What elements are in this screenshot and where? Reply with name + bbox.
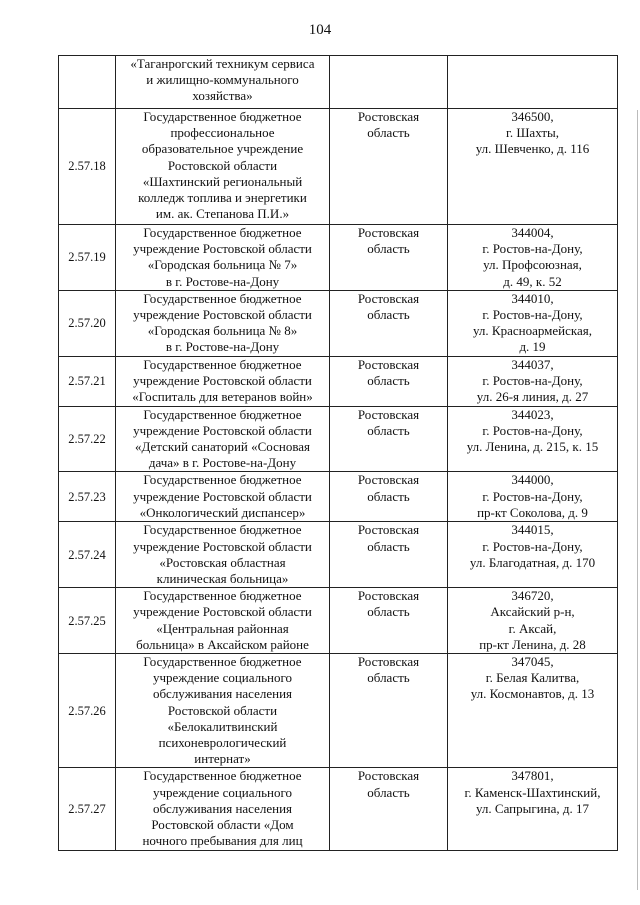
row-number: 2.57.19	[59, 225, 116, 291]
table-row	[59, 290, 618, 356]
row-number: 2.57.26	[59, 654, 116, 768]
address: 347801, г. Каменск-Шахтинский, ул. Сапрыгина, д. 17	[448, 768, 618, 850]
table-row	[59, 588, 618, 654]
address: 346500, г. Шахты, ул. Шевченко, д. 116	[448, 109, 618, 225]
institution-name: Государственное бюджетное учреждение Ростовской области «Онкологический диспансер»	[116, 472, 330, 522]
region: Ростовская область	[330, 109, 448, 225]
institution-name: Государственное бюджетное учреждение социального обслуживания населения Ростовской области «Дом ночного пребывания для лиц	[116, 768, 330, 850]
table-row	[59, 406, 618, 472]
region: Ростовская область	[330, 472, 448, 522]
table-row	[59, 109, 618, 225]
row-number: 2.57.22	[59, 406, 116, 472]
institution-name: Государственное бюджетное учреждение Ростовской области «Детский санаторий «Сосновая дача» в г. Ростове-на-Дону	[116, 406, 330, 472]
region: Ростовская область	[330, 406, 448, 472]
table-row	[59, 472, 618, 522]
row-number: 2.57.27	[59, 768, 116, 850]
table-row	[59, 225, 618, 291]
table-row	[59, 56, 618, 109]
page-number: 104	[308, 22, 332, 38]
row-number: 2.57.25	[59, 588, 116, 654]
scan-edge-line	[637, 110, 638, 890]
region	[330, 56, 448, 109]
address: 347045, г. Белая Калитва, ул. Космонавтов, д. 13	[448, 654, 618, 768]
row-number: 2.57.23	[59, 472, 116, 522]
region: Ростовская область	[330, 654, 448, 768]
table-row	[59, 356, 618, 406]
table-row	[59, 522, 618, 588]
address: 344023, г. Ростов-на-Дону, ул. Ленина, д. 215, к. 15	[448, 406, 618, 472]
institution-name: Государственное бюджетное учреждение Ростовской области «Городская больница № 7» в г. Ростове-на-Дону	[116, 225, 330, 291]
row-number: 2.57.20	[59, 290, 116, 356]
table-body	[59, 56, 618, 851]
address	[448, 56, 618, 109]
row-number: 2.57.24	[59, 522, 116, 588]
address: 344004, г. Ростов-на-Дону, ул. Профсоюзная, д. 49, к. 52	[448, 225, 618, 291]
address: 344010, г. Ростов-на-Дону, ул. Красноармейская, д. 19	[448, 290, 618, 356]
institution-name: «Таганрогский техникум сервиса и жилищно-коммунального хозяйства»	[116, 56, 330, 109]
institution-name: Государственное бюджетное учреждение социального обслуживания населения Ростовской области «Белокалитвинский психоневрологический интернат»	[116, 654, 330, 768]
region: Ростовская область	[330, 356, 448, 406]
address: 344000, г. Ростов-на-Дону, пр-кт Соколова, д. 9	[448, 472, 618, 522]
address: 346720, Аксайский р-н, г. Аксай, пр-кт Ленина, д. 28	[448, 588, 618, 654]
table-row	[59, 654, 618, 768]
institution-name: Государственное бюджетное учреждение Ростовской области «Ростовская областная клиническая больница»	[116, 522, 330, 588]
institutions-table	[58, 55, 618, 851]
institution-name: Государственное бюджетное учреждение Ростовской области «Госпиталь для ветеранов войн»	[116, 356, 330, 406]
institution-name: Государственное бюджетное учреждение Ростовской области «Городская больница № 8» в г. Ростове-на-Дону	[116, 290, 330, 356]
institution-name: Государственное бюджетное профессиональное образовательное учреждение Ростовской области «Шахтинский региональный колледж топлива и энергетики им. ак. Степанова П.И.»	[116, 109, 330, 225]
region: Ростовская область	[330, 588, 448, 654]
address: 344037, г. Ростов-на-Дону, ул. 26-я линия, д. 27	[448, 356, 618, 406]
region: Ростовская область	[330, 768, 448, 850]
row-number: 2.57.18	[59, 109, 116, 225]
table-row	[59, 768, 618, 850]
row-number: 2.57.21	[59, 356, 116, 406]
institution-name: Государственное бюджетное учреждение Ростовской области «Центральная районная больница» в Аксайском районе	[116, 588, 330, 654]
region: Ростовская область	[330, 225, 448, 291]
row-number	[59, 56, 116, 109]
region: Ростовская область	[330, 522, 448, 588]
region: Ростовская область	[330, 290, 448, 356]
address: 344015, г. Ростов-на-Дону, ул. Благодатная, д. 170	[448, 522, 618, 588]
